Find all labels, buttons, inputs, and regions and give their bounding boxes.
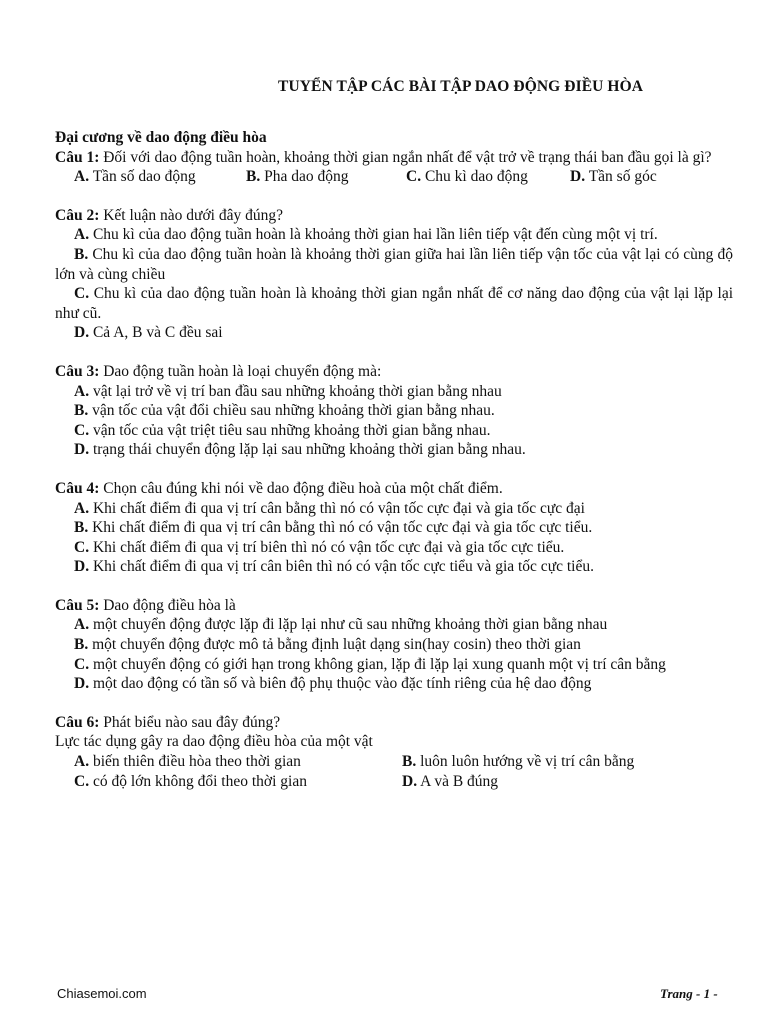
option-a: A. biến thiên điều hòa theo thời gian xyxy=(74,753,301,771)
question-text: Chọn câu đúng khi nói về dao động điều hoà của một chất điểm. xyxy=(103,479,503,497)
option-c: C. có độ lớn không đổi theo thời gian xyxy=(74,772,307,790)
question-stem xyxy=(55,479,733,499)
question-3 xyxy=(55,362,733,460)
option-b: B. Khi chất điểm đi qua vị trí cân bằng thì nó có vận tốc cực đại và gia tốc cực tiểu. xyxy=(74,519,593,537)
option-c: C. Khi chất điểm đi qua vị trí biên thì nó có vận tốc cực đại và gia tốc cực tiểu. xyxy=(74,538,565,556)
option-d: D. trạng thái chuyển động lặp lại sau những khoảng thời gian bằng nhau. xyxy=(74,441,526,459)
question-stem xyxy=(55,362,733,382)
question-text: Phát biểu nào sau đây đúng? xyxy=(103,713,281,731)
options-row xyxy=(55,167,733,187)
option-b: B. một chuyển động được mô tả bằng định luật dạng sin(hay cosin) theo thời gian xyxy=(74,636,581,654)
question-label: Câu 1: xyxy=(55,148,100,166)
question-text: Dao động điều hòa là xyxy=(103,596,236,614)
document-title: TUYỂN TẬP CÁC BÀI TẬP DAO ĐỘNG ĐIỀU HÒA xyxy=(278,78,644,95)
footer-site: Chiasemoi.com xyxy=(57,986,147,1001)
question-subtext: Lực tác dụng gây ra dao động điều hòa của một vật xyxy=(55,733,373,751)
option-d: D. A và B đúng xyxy=(402,772,499,790)
option-a: A. một chuyển động được lặp đi lặp lại như cũ sau những khoảng thời gian bằng nhau xyxy=(74,616,608,634)
option-c: C. Chu kì dao động xyxy=(406,168,528,186)
question-label: Câu 5: xyxy=(55,596,100,614)
question-5 xyxy=(55,596,733,694)
option-b: B. Pha dao động xyxy=(246,168,349,186)
section-heading: Đại cương về dao động điều hòa xyxy=(55,129,267,146)
question-label: Câu 6: xyxy=(55,713,100,731)
option-a: A. Khi chất điểm đi qua vị trí cân bằng thì nó có vận tốc cực đại và gia tốc cực đại xyxy=(74,499,585,517)
question-1 xyxy=(55,148,733,187)
question-2 xyxy=(55,206,733,343)
option-a: A. Chu kì của dao động tuần hoàn là khoảng thời gian hai lần liên tiếp vật đến cùng một vị trí. xyxy=(74,226,658,244)
option-b: B. luôn luôn hướng về vị trí cân bằng xyxy=(402,753,635,771)
question-stem xyxy=(55,596,733,616)
option-c: C. vận tốc của vật triệt tiêu sau những khoảng thời gian bằng nhau. xyxy=(74,421,491,439)
option-b: B. Chu kì của dao động tuần hoàn là khoảng thời gian giữa hai lần liên tiếp vận tốc của vật lại có cùng độ lớn và cùng chiều xyxy=(55,245,734,283)
question-text: Kết luận nào dưới đây đúng? xyxy=(103,206,283,224)
option-d: D. Cả A, B và C đều sai xyxy=(74,324,223,342)
option-d: D. một dao động có tần số và biên độ phụ thuộc vào đặc tính riêng của hệ dao động xyxy=(74,675,592,693)
option-a: A. vật lại trở về vị trí ban đầu sau những khoảng thời gian bằng nhau xyxy=(74,382,502,400)
question-stem xyxy=(55,713,733,733)
option-d: D. Tần số góc xyxy=(570,168,657,186)
question-4 xyxy=(55,479,733,577)
option-b: B. vận tốc của vật đổi chiều sau những khoảng thời gian bằng nhau. xyxy=(74,402,495,420)
footer-page-number: Trang - 1 - xyxy=(660,986,718,1001)
question-text: Đối với dao động tuần hoàn, khoảng thời gian ngắn nhất để vật trở về trạng thái ban đầu gọi là gì? xyxy=(103,148,712,166)
options-grid xyxy=(55,752,733,791)
question-stem xyxy=(55,148,733,168)
question-label: Câu 2: xyxy=(55,206,100,224)
option-a: A. Tần số dao động xyxy=(74,168,196,186)
question-label: Câu 3: xyxy=(55,362,100,380)
option-c: C. Chu kì của dao động tuần hoàn là khoảng thời gian ngắn nhất để cơ năng dao động của vật lại lặp lại như cũ. xyxy=(55,285,734,322)
question-text: Dao động tuần hoàn là loại chuyển động mà: xyxy=(103,362,382,380)
question-6 xyxy=(55,713,733,791)
option-c: C. một chuyển động có giới hạn trong không gian, lặp đi lặp lại xung quanh một vị trí cân bằng xyxy=(74,655,666,673)
document-body xyxy=(55,128,733,810)
question-stem xyxy=(55,206,733,226)
option-d: D. Khi chất điểm đi qua vị trí cân biên thì nó có vận tốc cực tiểu và gia tốc cực tiểu. xyxy=(74,558,594,576)
question-label: Câu 4: xyxy=(55,479,100,497)
